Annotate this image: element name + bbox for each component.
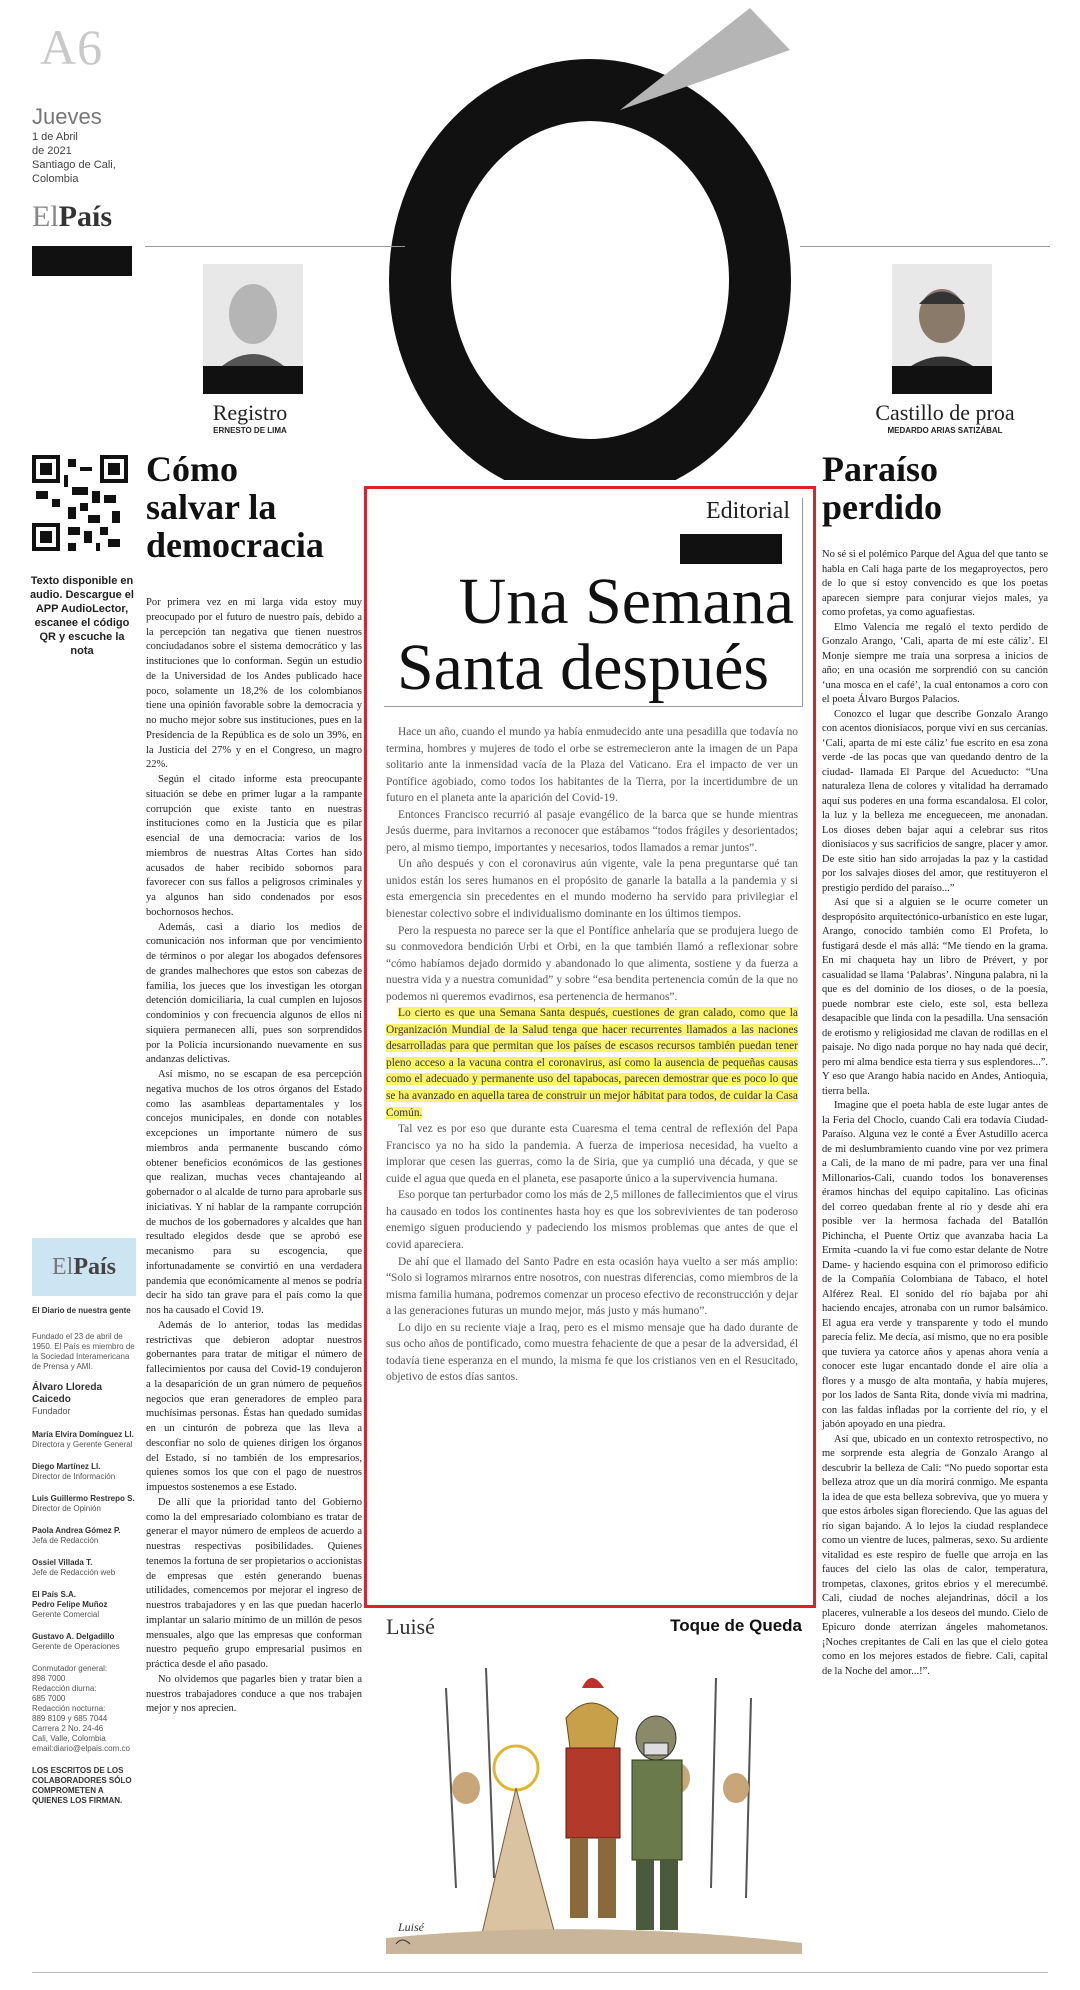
staff-list [32, 1430, 136, 1652]
right-article-body [822, 548, 1048, 1679]
el-pais-logo [32, 200, 112, 234]
highlight: Lo cierto es que una Semana Santa después, cuestiones de gran calado, como que la Organización Mundial de la Salud tenga que hacer recurrentes llamados a las naciones desarrolladas para que permitan que los países de escasos recursos también puedan tener pleno acceso a la vacuna contra el coronavirus, así como la ausencia de pequeñas causas como el adecuado y permanente uso del tapabocas, parecen demostrar que es poco lo que se ha avanzado en aquella tarea de construir un mejor hábitat para todos, de cuidar la Casa Común. [386, 1007, 798, 1119]
editorial-redaction-bar [680, 534, 782, 564]
staff-name: María Elvira Domínguez Ll. [32, 1430, 134, 1439]
staff-entry [32, 1430, 136, 1450]
author-right: MEDARDO ARIAS SATIZÁBAL [887, 426, 1003, 435]
staff-role: Director de Opinión [32, 1504, 101, 1513]
disclaimer: LOS ESCRITOS DE LOS COLABORADORES SÓLO COMPROMETEN A QUIENES LOS FIRMAN. [32, 1766, 132, 1805]
contacts: Conmutador general: 898 7000 Redacción diurna: 685 7000 Redacción nocturna: 889 8109 y 685 7044 Carrera 2 No. 24-46 Cali, Valle, Colombia email:diario@elpais.com.co [32, 1664, 130, 1753]
staff-entry [32, 1494, 136, 1514]
masthead-logo [32, 1238, 136, 1296]
founder-name: Álvaro Lloreda Caicedo [32, 1382, 103, 1405]
staff-role: Jefa de Redacción [32, 1536, 99, 1545]
staff-role: Gerente Comercial [32, 1610, 100, 1619]
place: Santiago de Cali, Colombia [32, 159, 116, 185]
paragraph: Según el citado informe esta preocupante situación se debe en primer lugar a la rampante corrupción que existe tanto en nuestras instituciones como en la Justicia que es pilar esencial de una democracia: varios de los miembros de nuestras Altas Cortes han sido acusados de haber recibido sobornos para favorecer con sus fallos a peligrosos criminales y ya algunos han sido condenados por esos bochornosos hechos. [146, 774, 362, 918]
staff-entry [32, 1632, 136, 1652]
paragraph: Eso porque tan perturbador como los más de 2,5 millones de fallecimientos que el virus ha causado en todos los continentes hasta hoy es que los sobrevivientes de tan poderoso enemigo siguen produciendo y padeciendo los mismos problemas que antes de que el covid apareciera. [386, 1189, 798, 1251]
paragraph: De allí que la prioridad tanto del Gobierno como la del empresariado colombiano es tratar de generar el mayor número de empleos de acuerdo a nuestras respectivas posibilidades. Quienes tenemos la fortuna de ser propietarios o accionistas de empresas que estén generando buenas utilidades, comencemos por mejorar el ingreso de nuestros trabajadores y en las que puedan hacerlo implantar un salario mínimo de un millón de pesos mensuales, algo que las empresas que conforman nuestro pequeño grupo empresarial pusimos en práctica desde el año pasado. [146, 1496, 362, 1670]
paragraph: Un año después y con el coronavirus aún vigente, vale la pena preguntarse qué tan unidos están los seres humanos en el propósito de ganarle la batalla a la pandemia y si esta emergencia sin precedentes en el mundo moderno ha servido para privilegiar el bienestar colectivo sobre el individualismo dominante en los últimos tiempos. [386, 858, 798, 921]
paragraph: Por primera vez en mi larga vida estoy muy preocupado por el futuro de nuestro país, debido a la percepción tan negativa que tienen nuestros conciudadanos sobre el sistema democrático y las instituciones que lo conforman. Según un estudio de la Universidad de los Andes publicado hace poco, solamente un 18,2% de los colombianos tiene una opinión favorable sobre la democracia y no mucho mejor sobre sus instituciones, pues en la Presidencia de la República es de solo un 39%, en la Justicia del 27% y en el Congreso, un magro 22%. [146, 597, 362, 771]
editorial-headline-2: Santa después [396, 631, 770, 704]
weekday: Jueves [32, 104, 102, 129]
cartoon-author: Luisé [386, 1614, 435, 1639]
logo-thin: El [32, 200, 59, 233]
masthead-logo-thin: El [52, 1254, 74, 1280]
paragraph: Hace un año, cuando el mundo ya había enmudecido ante una pesadilla que todavía no termina, hombres y mujeres de todo el orbe se estremecieron ante la imagen de un Papa solitario ante la inmensidad vacía de la Plaza del Vaticano. Era el impacto de ver un Pontífice agobiado, como todos los habitantes de la Tierra, por la incertidumbre de un futuro en el planeta ante la aparición del Covid-19. [386, 726, 798, 805]
columnist-photo-right [892, 264, 992, 394]
staff-name: Gustavo A. Delgadillo [32, 1632, 115, 1641]
columnist-photo-left [203, 264, 303, 394]
staff-name: Ossiel Villada T. [32, 1558, 93, 1567]
founder-role: Fundador [32, 1406, 71, 1416]
qr-caption: Texto disponible en audio. Descargue el APP AudioLector, escanee el código QR y escuche la nota [30, 575, 134, 657]
paragraph: Así que si a alguien se le ocurre cometer un despropósito arquitectónico-urbanístico en este lugar, Arango, conocido también como El Profeta, lo fustigará desde el más allá: “Me tiendo en la grama. En mi chaqueta hay un libro de Prévert, y por casualidad se llama ‘Palabras’. Ninguna palabra, ni la que es del dominio de los dioses, o de la poesía, puede nombrar este cielo, este sol, esta belleza desapacible que linda con la pesadilla. Una sensación de erotismo y religiosidad me clavan de rodillas en el paisaje. No digo nada porque no hay nada qué decir, pero mi alma bendice esta tierra y sus esplendores...”. Y eso que Arango había nacido en Andes, Antioquia, tierra bella. [822, 897, 1048, 1097]
staff-role: Gerente de Operaciones [32, 1642, 120, 1651]
cartoon-signature: Luisé [398, 1920, 425, 1934]
paragraph: Además, casi a diario los medios de comunicación nos informan que por vencimiento de términos o por alegar los abogados defensores de grandes malhechores que estos son cabezas de familia, los jueces que los investigan les otorgan detención domiciliaria, la cual cumplen en lujosos condominios y con frecuencia algunos de ellos ni siquiera permanecen allí, pues son sorprendidos por la Policía incursionando nuevamente en sus andanzas delictivas. [146, 921, 362, 1066]
paragraph: Elmo Valencia me regaló el texto perdido de Gonzalo Arango, ‘Cali, aparta de mí este cáliz’. El Monje siempre me traía una sorpresa a inicios de año; en una ocasión me sorprendió con su canción ‘una mosca en el café’, la cual entonamos a coro con el poeta Álvaro Burgos Palacios. [822, 621, 1048, 705]
logo-bold: País [58, 200, 113, 233]
staff-entry [32, 1462, 136, 1482]
paragraph: Además de lo anterior, todas las medidas restrictivas que debieron adoptar nuestros gobernantes para tratar de mitigar el número de fallecimientos por causa del Covid-19 condujeron a la desaparición de un gran número de pequeños negocios que eran generadores de empleo para muchísimas personas. Éstas han quedado sumidas en un cinturón de pobreza que las lleva a desconfiar no solo de quienes dirigen los órganos del Estado, si no también de los empresarios, quienes somos los que con el pago de nuestros impuestos sostenemos a ese Estado. [146, 1319, 362, 1493]
paragraph: Lo dijo en su reciente viaje a Iraq, pero es el mismo mensaje que ha dado durante de sus ocho años de pontificado, como muestra fehaciente de que a pesar de la adversidad, él todavía tiene esperanza en el mundo, la misma fe que los cristianos ven en el Resucitado, objetivo de estos días santos. [386, 1321, 798, 1384]
masthead-logo-bold: País [73, 1254, 116, 1280]
staff-entry [32, 1590, 136, 1620]
paragraph: Conozco el lugar que describe Gonzalo Arango con acentos dionisíacos, porque viví en sus cercanías. ‘Cali, aparta de mí este cáliz’ fue escrito en esa zona verde -de las pocas que van quedando dentro de la ciudad- llamada El Parque del Acueducto: “Una naturaleza llena de colores y vitalidad ha derramado aquí sus poderes en una forma escandalosa. El color, la luz y la belleza me encegueceen, me anonadan. Los dioses deben bajar aquí a celebrar sus ritos dionisíacos y sus sacrificios de sangre, placer y amor. De este sitio han sido arrojadas la paz y la castidad por los salvajes dioses del amor, que restituyeron el prestigio perdido del paraíso...” [822, 708, 1048, 894]
staff-entry [32, 1526, 136, 1546]
column-name-left: Registro [212, 400, 288, 425]
staff-name: Diego Martínez Ll. [32, 1462, 101, 1471]
header-rule-left [145, 246, 405, 247]
left-article-body [146, 596, 362, 1717]
editorial-headline-1: Una Semana [458, 565, 794, 638]
paragraph: Tal vez es por eso que durante esta Cuaresma el tema central de reflexión del Papa Francisco ya no ha sido la pandemia. A fuerza de imperiosa necesidad, ha vuelto a implorar que cesen las guerras, como la de Siria, que ya cumplió una década, y que se cuide el agua que queda en el planeta, ese pasaporte único a la supervivencia humana. [386, 1123, 798, 1185]
column-name-right: Castillo de proa [875, 400, 1015, 425]
editorial-body [386, 724, 798, 1386]
staff-name: Paola Andrea Gómez P. [32, 1526, 121, 1535]
redaction-bar [32, 246, 132, 276]
author-left: ERNESTO DE LIMA [213, 426, 287, 435]
header-rule-right [800, 246, 1050, 247]
cartoon-title: Toque de Queda [670, 1616, 802, 1635]
masthead-tagline: El Diario de nuestra gente [32, 1306, 131, 1315]
accent-mark [620, 8, 790, 110]
cartoon-illustration [386, 1648, 802, 1954]
staff-name: Luis Guillermo Restrepo S. [32, 1494, 135, 1503]
paragraph: Imagine que el poeta habla de este lugar antes de la Feria del Choclo, cuando Cali era todavía Ciudad-Paraíso. Alguna vez le conté a Éver Astudillo acerca de mi deslumbramiento cuando vine por vez primera a Cali, de la mano de mi padre, para ver una final Millonarios-Cali, cuando todos los bonaverenses éramos hinchas del equipo capitalino. Las oficinas del correo quedaban frente al río y desde ahí era posible ver la hermosa fachada del Batallón Pichincha, el Puente Ortiz que avanzaba hacia La Ermita -cuando la vi fue como estar delante de Notre Dame- y haciendo esquina con el primoroso edificio de la Compañía Colombiana de Tabaco, el hotel Alférez Real. El sonido del río bajaba por ahí haciendo encajes, atronaba con un rumor balsámico. El agua era verde y transparente y todo el mundo parecía feliz. Me decía, así mismo, que no era posible que tuviera ya catorce años y apenas ahora venía a conocer este lugar encantado donde el aire olía a flores y a musgo de alta montaña, y había mujeres, por los lados de Santa Rita, donde vivía mi madrina, con las faldas infladas por la corriente del río, y el jabón apoyado en una piedra. [822, 1100, 1048, 1430]
staff-role: Director de Información [32, 1472, 116, 1481]
masthead-founded: Fundado el 23 de abril de 1950. El País es miembro de la Sociedad Interamericana de Prensa y AMI. [32, 1332, 135, 1371]
date: 1 de Abril de 2021 [32, 131, 78, 157]
big-o-ring [420, 90, 760, 470]
big-o-graphic [370, 0, 830, 480]
qr-code[interactable] [32, 455, 128, 551]
staff-role: Directora y Gerente General [32, 1440, 133, 1449]
paragraph: Así mismo, no se escapan de esa percepción negativa muchos de los otros órganos del Estado como las asambleas departamentales y los concejos municipales, en donde con notables excepciones un importante número de sus miembros anda permanente buscando cómo obtener beneficios económicos de las gestiones que realizan, muchas veces chantajeando al gobernador o al alcalde de turno para aprobarle sus iniciativas. Y ni hablar de la rampante corrupción de muchos de los gobernadores y alcaldes que han resultado elegidos desde que se aprobó ese mecanismo para su escogencia, que infortunadamente se convirtió en una verdadera pandemia que económicamente al menos se podría decir ha sido tan grave para el país como la que nos ha causado el Covid 19. [146, 1069, 362, 1316]
highlighted-paragraph [386, 1005, 798, 1121]
masthead-box [32, 1238, 136, 1806]
paragraph: Pero la respuesta no parece ser la que el Pontífice anhelaría que se produjera luego de su conmovedora bendición Urbi et Orbi, en la que también llamó a reflexionar sobre “cómo habíamos dejado dormido y abandonado lo que alimenta, sostiene y da fuerza a nuestra vida y a nuestra comunidad” y sobre “esa bendita pertenencia común de la que no podemos ni queremos evadirnos, esa pertenencia de hermanos”. [386, 924, 798, 1003]
right-article-headline: Paraíso perdido [822, 449, 943, 527]
paragraph: No sé si el polémico Parque del Agua del que tanto se habla en Cali haga parte de los megaproyectos, pero de lo que sí estoy convencido es que los poetas aparecen siempre para conjurar viejos males, ya como profetas, ya como aguafiestas. [822, 549, 1048, 618]
paragraph: Entonces Francisco recurrió al pasaje evangélico de la barca que se hunde mientras Jesús duerme, para invitarnos a reconocer que estábamos “todos frágiles y desorientados; pero, al mismo tiempo, importantes y necesarios, todos llamados a remar juntos”. [386, 808, 798, 854]
editorial-label: Editorial [706, 498, 790, 524]
staff-name: El País S.A. Pedro Felipe Muñoz [32, 1590, 108, 1609]
paragraph: No olvidemos que pagarles bien y tratar bien a nuestros trabajadores conduce a que nos trabajen mejor y nos aprecien. [146, 1673, 362, 1715]
left-article-headline: Cómo salvar la democracia [146, 449, 324, 565]
staff-entry [32, 1558, 136, 1578]
paragraph: Así que, ubicado en un contexto retrospectivo, no me sorprende esta alegría de Gonzalo Arango al descubrir la belleza de Cali: “No puedo soportar esta belleza atroz que un día morirá conmigo. Me espanta la idea de que esta belleza sobreviva, que yo muera y que estos árboles sigan floreciendo. Que las aguas del río sigan bajando. A lo lejos la ciudad resplandece como un vientre de luces, palmeras, sexo. Su ardiente vitalidad es este respiro de fuelle que arroja en las fauces del cielo las olas de calor, temperatura, trompetas, claxones, gritos ebrios y el merecumbé. Cali, ciudad de noches alejandrinas, dócil a los placeres, vulnerable a los deseos del mundo. Cielo de Epicuro donde aterrizan ángeles mahometanos. ¡Noches crepitantes de Cali en las que el cielo gotea como en los mejores estados de fiebre. Cali, capital de la Noche del amor...!”. [822, 1433, 1048, 1677]
paragraph: De ahí que el llamado del Santo Padre en esta ocasión haya vuelto a ser más amplio: “Solo si logramos mirarnos entre nosotros, con nuestras diferencias, como miembros de la misma familia humana, podremos comenzar un proceso efectivo de reconstrucción y dejar a las generaciones futuras un mundo mejor, más justo y más humano”. [386, 1255, 798, 1318]
staff-role: Jefe de Redacción web [32, 1568, 116, 1577]
footer-rule [32, 1972, 1048, 1973]
page-number: A6 [40, 19, 104, 75]
